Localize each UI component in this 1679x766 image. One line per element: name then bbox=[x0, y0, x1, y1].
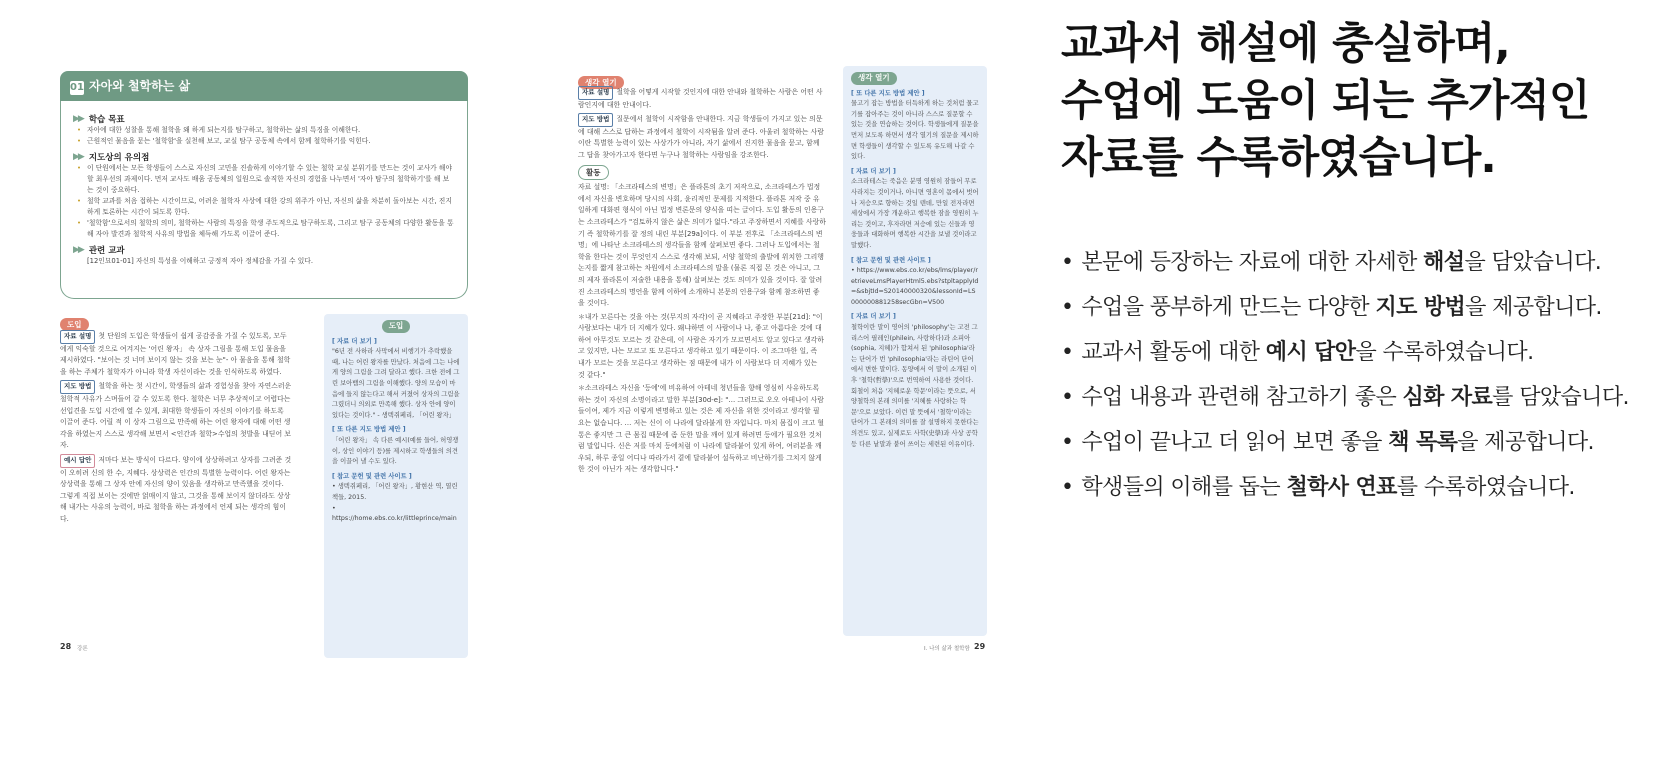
left-side-box bbox=[324, 314, 468, 658]
goal-line: • 철학 교과를 처음 접하는 시간이므로, 어려운 철학자 사상에 대한 강의 위주가 아닌, 자신의 삶을 차분히 돌아보는 시간, 진지하게 토론하는 시간이 되도록 한다. bbox=[73, 196, 455, 218]
right-side-box bbox=[843, 66, 987, 636]
side-box-heading: [ 자료 더 보기 ] bbox=[851, 313, 896, 321]
paragraph-tag: 지도 방법 bbox=[60, 380, 95, 394]
left-textbook-page bbox=[60, 66, 470, 666]
intro-pill: 도입 bbox=[60, 318, 89, 331]
goal-line: • 이 단원에서는 모든 학생들이 스스로 자신의 고민을 진솔하게 이야기할 수 있는 철학 교실 분위기를 만드는 것이 교사가 해야 할 최우선의 과제이다. 먼저 교사도 배움 공동체의 일원으로 솔직한 자신의 경험을 나누면서 '자아 탐구의 철학하기'를 해 보는 것이 중요하다. bbox=[73, 163, 455, 196]
promo-headline bbox=[1061, 16, 1661, 187]
side-box-heading: [ 자료 더 보기 ] bbox=[332, 337, 377, 345]
reference-item: • https://home.ebs.co.kr/littleprince/main bbox=[332, 504, 457, 523]
side-box-heading: [ 참고 문헌 및 관련 사이트 ] bbox=[332, 472, 412, 480]
section-title: 자아와 철학하는 삶 bbox=[89, 79, 191, 93]
feature-item: • 수업을 풍부하게 만드는 다양한 지도 방법을 제공합니다. bbox=[1061, 285, 1671, 330]
feature-item: • 수업이 끝나고 더 읽어 보면 좋을 책 목록을 제공합니다. bbox=[1061, 420, 1671, 465]
reference-item: • https://www.ebs.co.kr/ebs/lms/player/retrieveLmsPlayerHtml5.ebs?stpltapplyId=&sbjtId=S20140000320&lessonId=LS000000881258secGbn=V500 bbox=[851, 267, 979, 306]
activity-pill-wrap bbox=[578, 165, 826, 181]
goal-line: • '철학함'으로서의 철학의 의미, 철학하는 사람의 특징을 학생 주도적으로 탐구하도록, 그리고 탐구 공동체의 다양한 활동을 통해 자아 발견과 철학적 사유의 방법을 체득해 가도록 이끌어 준다. bbox=[73, 218, 455, 240]
reference-item: • 생텍쥐페리, 「어린 왕자」, 황현산 역, 열린책들, 2015. bbox=[332, 483, 458, 501]
side-box-pill: 생각 열기 bbox=[851, 72, 897, 85]
learning-goals-box bbox=[60, 101, 468, 299]
quote-paragraph: ＊소크라테스 자신을 '등에'에 비유하여 아테네 청년들을 향해 영심히 사유하도록 하는 것이 자신의 소명이라고 말한 부분[30d-e]: "… 그러므로 오오 아테나이 사람들이여, 제가 지금 이렇게 변명하고 있는 것은 제 자신을 위한 것이라고 생각할 필요는 없습니다. … 저는 신이 이 나라에 달라붙게 한 자입니다. 마치 몸집이 크고 혈통은 좋지만 그 큰 몸집 때문에 좀 둔한 말을 깨어 있게 하려면 등에가 필요한 것처럼 말입니다. 신은 저를 마치 등에처럼 이 나라에 달라붙어 있게 하여, 여러분을 깨우되, 하루 종일 어디나 따라가서 곁에 달라붙어 설득하고 비난하기를 그치지 않게 한 것이 아닌가 저는 생각합니다." bbox=[578, 384, 825, 474]
goal-line: • 근원적인 물음을 묻는 '철학함'을 실천해 보고, 교실 탐구 공동체 속에서 함께 철학하기를 익힌다. bbox=[73, 136, 455, 147]
feature-item: • 교과서 활동에 대한 예시 답안을 수록하였습니다. bbox=[1061, 330, 1671, 375]
body-paragraph: 자료 설명 첫 단원의 도입은 학생들이 쉽게 공감증을 가질 수 있도록, 모두에게 익숙할 것으로 여겨지는 '어린 왕자」 속 상자 그림을 통해 도입 물음을 제시하였다. "보이는 것 너머 보이지 않는 것을 보는 눈"- 아 물음을 통해 철학을 하는 주체가 철학자가 아니라 학생 자신이라는 것을 인식하도록 하였다. bbox=[60, 332, 291, 376]
paragraph-tag: 지도 방법 bbox=[578, 113, 613, 127]
goal-heading: ▶▶ 관련 교과 bbox=[73, 245, 125, 256]
feature-item: • 본문에 등장하는 자료에 대한 자세한 해설을 담았습니다. bbox=[1061, 240, 1671, 285]
quote-paragraph: ＊내가 모른다는 것을 아는 것(무지의 자각)이 곧 지혜라고 주장한 부분[21d]: "이 사람보다는 내가 더 지혜가 있다. 왜냐하면 이 사람이나 나, 좋고 아름다운 것에 대하여 아무것도 모르는 것 같은데, 이 사람은 자기가 모르면서도 알고 있다고 생각하고 있지만, 나는 모르고 또 모른다고 생각하고 있기 때문이다. 이 조그마한 일, 즉 내가 모르는 것을 모른다고 생각하는 점 때문에 내가 이 사람보다 더 지혜가 있는 것 같다." bbox=[578, 312, 824, 379]
feature-item: • 학생들의 이해를 돕는 철학사 연표를 수록하였습니다. bbox=[1061, 465, 1671, 510]
goal-heading: ▶▶ 지도상의 유의점 bbox=[73, 152, 150, 163]
side-box-text: "6년 전 사하라 사막에서 비행기가 추락했을 때, 나는 어린 왕자를 만났다. 처음에 그는 나에게 양의 그림을 그려 달라고 했다. 크한 전에 그린 보아뱀의 그림을 이해했다. 양의 모습이 마음에 들지 않는다고 해서 커졌어 상자의 그림을 그렸더니 의외로 만족해 했다. 상자 안에 양이 있다는 것이다." - 생텍쥐페리, 「어린 왕자」 bbox=[332, 348, 460, 419]
headline-line: 자료를 수록하였습니다. bbox=[1061, 133, 1496, 183]
side-box-text: 소크라테스는 죽음은 분명 영원히 잠들어 무로 사라지는 것이거나, 아니면 영혼이 몸에서 벗어나 저승으로 향하는 것일 텐데, 만일 전자라면 세상에서 가장 개운하고 행복한 잠을 영원히 누리는 것이고, 후자라면 저승에 있는 신들과 영웅들과 대화하며 행복한 시간을 보낼 것이라고 말했다. bbox=[851, 178, 979, 249]
side-box-heading: [ 참고 문헌 및 관련 사이트 ] bbox=[851, 256, 931, 264]
side-box-text: 철학이란 말이 영어의 'philosophy'는 고전 그리스어 필레인(philein, 사랑하다)과 소피아(sophia, 지혜)가 합쳐서 된 'philosophia'라는 단어가 번 'philosophia'라는 라틴어 단어에서 변한 말이다. 동양에서 이 말이 소개된 이후 '철학(哲學)'으로 번역하여 사용한 것이다. 회철이 처음 '지혜로운 학문'이라는 뜻으로, 서양철학의 본래 의미를 '지혜를 사랑하는 학문'으로 보았다. 이런 말 뜻에서 '철학'이라는 단어가 그 본래의 의미를 잘 설명하지 못한다는 의견도 있고, 실제로도 사학(史學)과 사상 공학 등 다른 낱말과 붙어 쓰이는 세련된 이유이다. bbox=[851, 324, 979, 448]
left-body-column bbox=[60, 330, 292, 528]
body-paragraph: 지도 방법 철학을 하는 첫 시간이, 학생들의 삶과 경험성을 찾아 자연스러운 철학적 사유가 스며들어 갈 수 있도록 한다. 철학은 너무 추상적이고 어렵다는 선입견을 도입 시간에 열 수 있게, 최대한 학생들이 자신의 이야기를 하도록 이끌어 준다. 어릴 적 이 상자 그림으로 만족해 하는 어린 왕자에 대해 어떤 생각을 하였는지 스스로 생각해 보면서 <인간과 철학>수업의 첫발을 내딛어 보자. bbox=[60, 382, 292, 450]
goal-line: [12인묘01-01] 자신의 특성을 이해하고 긍정적 자아 정체감을 가질 수 있다. bbox=[87, 257, 314, 265]
feature-list bbox=[1061, 240, 1671, 510]
headline-line: 교과서 해설에 충실하며, bbox=[1061, 19, 1510, 69]
page-label: I. 나의 삶과 철학함 bbox=[924, 646, 970, 652]
goal-heading: ▶▶ 학습 목표 bbox=[73, 114, 125, 125]
headline-line: 수업에 도움이 되는 추가적인 bbox=[1061, 76, 1590, 126]
side-box-heading: [ 또 다른 지도 방법 제안 ] bbox=[332, 426, 406, 434]
page-label: 강론 bbox=[77, 646, 88, 652]
right-body-column bbox=[578, 86, 826, 478]
think-pill: 생각 열기 bbox=[578, 76, 624, 89]
section-header bbox=[60, 71, 468, 101]
paragraph-tag: 자료 설명 bbox=[578, 86, 613, 100]
feature-item: • 수업 내용과 관련해 참고하기 좋은 심화 자료를 담았습니다. bbox=[1061, 375, 1671, 420]
side-box-pill: 도입 bbox=[382, 320, 411, 333]
goal-line: • 자아에 대한 성찰을 통해 철학을 왜 하게 되는지를 탐구하고, 철학하는 삶의 특징을 이해한다. bbox=[73, 125, 455, 136]
paragraph-tag: 예시 답안 bbox=[60, 454, 95, 468]
side-box-text: 「어린 왕자」 속 다른 예시(예를 들어, 허영쟁이, 상인 이야기 등)를 제시하고 학생들의 의견을 이끌어 낼 수도 있다. bbox=[332, 436, 459, 466]
side-box-heading: [ 자료 더 보기 ] bbox=[851, 167, 896, 175]
side-box-text: 물고기 잡는 방법을 터득하게 하는 것처럼 물고기를 잡아주는 것이 아니라 스스로 질문할 수 있는 것을 연습하는 것이다. 학생들에게 질문을 먼저 보도록 하면서 생각 열기의 질문을 제시하면 학생들이 생각할 수 있도록 유도해 나갈 수 있다. bbox=[851, 100, 979, 161]
body-paragraph: 예시 답안 저마다 보는 방식이 다르다. 양이에 상상하려고 상자를 그려준 것이 오히려 신의 한 수, 지혜다. 상상력은 인간의 특별한 능력이다. 어린 왕자는 상상력을 통해 그 상자 안에 자신의 양이 있음을 생각하고 만족했을 것이다. 그렇게 직접 보이는 것에만 얽매이지 않고, 그것을 통해 보이지 않더라도 상상해 내가는 사유의 능력이, 바로 철학을 하는 과정에서 언제 되는 생각의 힘이다. bbox=[60, 455, 292, 523]
body-paragraph: 지도 방법 질문에서 철학이 시작함을 안내한다. 지금 학생들이 가지고 있는 의문에 대해 스스로 답하는 과정에서 철학이 시작됨을 알려 준다. 아울러 철학하는 사람이란 특별한 능력이 있는 사상가가 아니라, 자기 삶에서 진지한 물음을 묻고, 함께 그 답을 찾아가고자 한다면 누구나 철학하는 사람임을 강조한다. bbox=[578, 115, 824, 159]
activity-text: 자료 설명: 「소크라테스의 변명」은 플라톤의 초기 저작으로, 소크라테스가 법정에서 자신을 변호하며 당시의 사회, 윤리적인 문제를 지적한다. 플라톤 저작 중 유일하게 대화편 형식이 아닌 법정 변론문의 양식을 띠는 글이다. 도입 활동의 인용구는 소크라테스가 "검토하지 않은 삶은 의미가 없다."라고 주장하면서 지혜를 사랑하기 즉 철학하기를 잘 정의 내린 부분[29a]이다. 이 부분 전후로 「소크라테스의 변명」에 나타난 소크라테스의 생각들을 함께 살펴보면 좋다. 그러나 도입에서는 철학을 한다는 것이 무엇인지 스스로 생각해 보되, 서양 철학의 출발에 위치한 그리행 논지를 짧게 참고하는 차원에서 소크라테스의 말을 (물론 직접 몬 것은 아니고, 그의 제자 플라톤이 저술한 내용을 통해) 살펴보는 것도 의미가 있을 것이다. 잘 알려진 소크라테스의 명언을 함께 이하에 소개하니 본문의 인용구와 함께 참조하면 좋을 것이다. bbox=[578, 183, 826, 308]
paragraph-tag: 자료 설명 bbox=[60, 330, 95, 344]
right-textbook-page bbox=[578, 66, 988, 666]
body-paragraph: 자료 설명 철학을 어떻게 시작할 것인지에 대한 안내와 철학하는 사람은 어떤 사람인지에 대한 안내이다. bbox=[578, 88, 823, 109]
side-box-heading: [ 또 다른 지도 방법 제안 ] bbox=[851, 89, 925, 97]
activity-pill: 활동 bbox=[578, 165, 609, 181]
intro-pill-wrap bbox=[60, 312, 89, 331]
section-number: 01 bbox=[70, 82, 84, 93]
page-number: 29 bbox=[974, 642, 986, 651]
page-number: 28 bbox=[60, 642, 72, 651]
